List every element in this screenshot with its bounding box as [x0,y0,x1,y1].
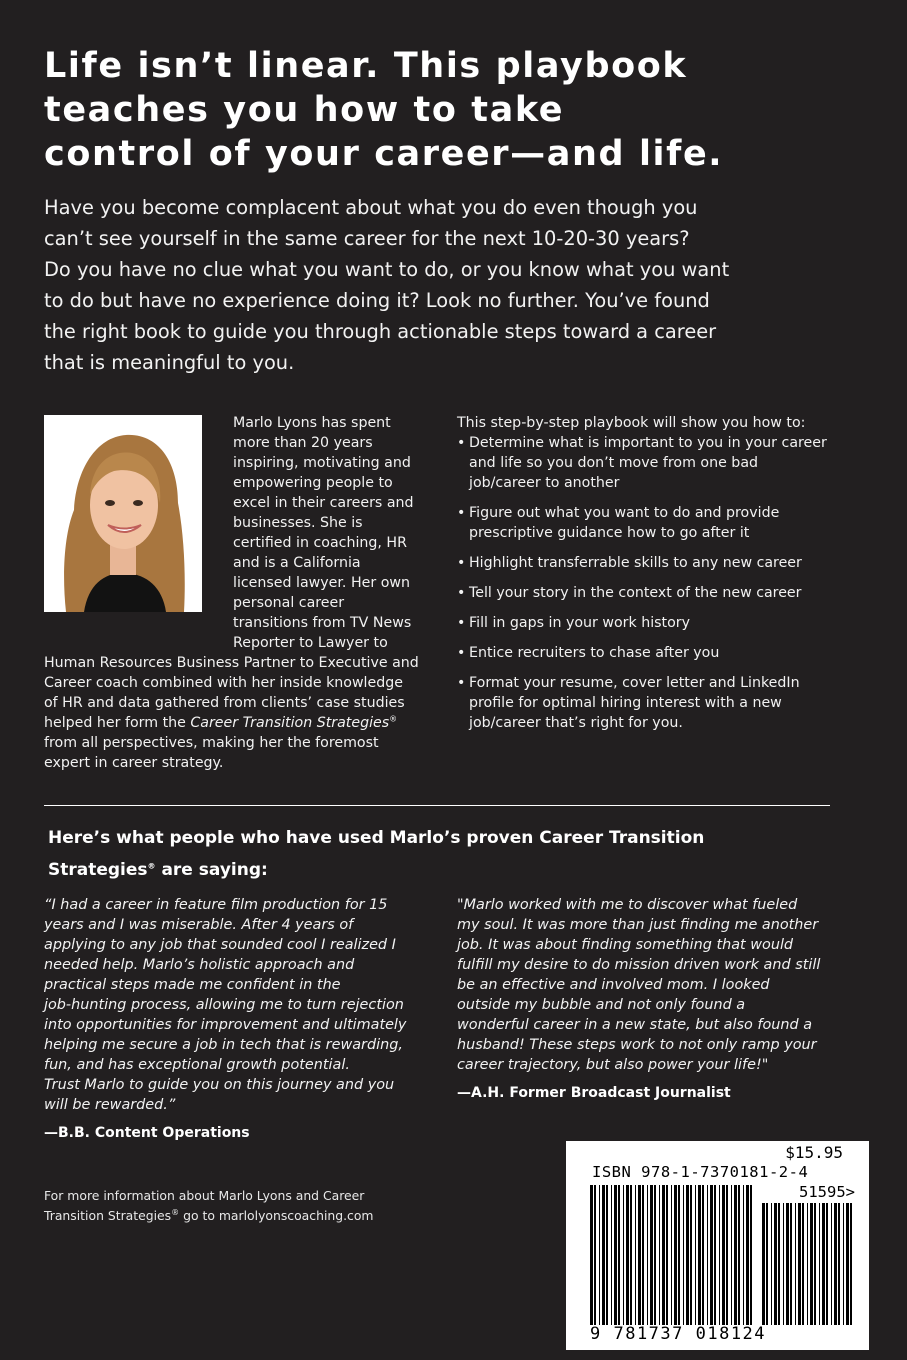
barcode-bar [722,1185,725,1325]
barcode-bar [707,1185,708,1325]
bio-text-end: from all perspectives, making her the foremost expert in career strategy. [44,735,379,771]
intro-line-1: Have you become complacent about what you do even though you [44,196,698,219]
barcode-bar [659,1185,660,1325]
barcode-bar [626,1185,629,1325]
bullet-icon: • [457,585,466,601]
quote-line: husband! These steps work to not only ramp your [457,1037,817,1053]
barcode-bar [734,1185,737,1325]
barcode-bar [638,1185,641,1325]
quote-line: job. It was about finding something that would [457,937,794,953]
intro-line-5: the right book to guide you through actionable steps toward a career [44,320,717,343]
barcode-bar [698,1185,701,1325]
bio-registered-mark: ® [389,714,398,724]
quote-line: my soul. It was more than just finding me another [457,917,819,933]
barcode-bar [642,1185,644,1325]
barcode-bar [778,1203,780,1325]
headline-line-1: Life isn’t linear. This playbook [44,46,688,86]
barcode-bar [807,1203,808,1325]
intro-line-6: that is meaningful to you. [44,351,295,374]
barcode-bar [690,1185,692,1325]
barcode-bar [766,1203,768,1325]
heading-registered-mark: ® [147,861,156,871]
barcode-price: $15.95 [785,1143,843,1162]
quote-line: job-hunting process, allowing me to turn rejection [44,997,404,1013]
intro-paragraph [44,192,874,378]
more-info-website: go to marlolyonscoaching.com [179,1208,374,1223]
barcode-bar [702,1185,704,1325]
bio-program-name: Career Transition Strategies [190,715,390,731]
barcode-bar [743,1185,744,1325]
barcode-bar [750,1185,752,1325]
barcode-bar [746,1185,749,1325]
list-item [457,613,857,633]
barcode-bar [662,1185,665,1325]
barcode-bar [614,1185,617,1325]
bullet-icon: • [457,435,466,451]
more-info-registered-mark: ® [171,1207,180,1217]
heading-program-name: Strategies [48,860,148,880]
barcode-bar [647,1185,648,1325]
more-info-program: Transition Strategies [44,1208,172,1223]
barcode-bar [762,1203,765,1325]
barcode-bar [654,1185,656,1325]
barcode-bar [719,1185,720,1325]
barcode-bar [790,1203,792,1325]
bullet-icon: • [457,555,466,571]
intro-line-3: Do you have no clue what you want to do, or you know what you want [44,258,730,281]
section-divider [44,805,830,806]
list-item-text: Fill in gaps in your work history [469,615,691,631]
barcode-bar [683,1185,684,1325]
barcode-bar [795,1203,796,1325]
quote-line: Trust Marlo to guide you on this journey and you [44,1077,395,1093]
quote-line: years and I was miserable. After 4 years of [44,917,354,933]
headline-line-2: teaches you how to take [44,90,565,130]
barcode-bar [611,1185,612,1325]
barcode-bar [650,1185,653,1325]
testimonials-heading-line-1: Here’s what people who have used Marlo’s proven Career Transition [48,828,705,848]
barcode-bar [826,1203,828,1325]
barcode-bar [594,1185,596,1325]
barcode-bar [810,1203,813,1325]
barcode-bar [623,1185,624,1325]
quote-line: needed help. Marlo’s holistic approach and [44,957,355,973]
barcode-ean-digits: 9 781737 018124 [590,1324,767,1344]
barcode-bar [630,1185,632,1325]
list-item [457,433,857,493]
barcode-bar [710,1185,713,1325]
barcode-bar [602,1185,605,1325]
barcode-bar [846,1203,849,1325]
quote-line: “I had a career in feature film production for 15 [44,897,388,913]
quote-line: into opportunities for improvement and ultimately [44,1017,407,1033]
list-item-text: Determine what is important to you in your career and life so you don’t move from one bad job/career to another [469,435,827,491]
barcode-bar [798,1203,801,1325]
testimonial-quote-2 [457,895,857,1075]
steps-list-section [457,413,857,733]
testimonial-quote-1 [44,895,424,1115]
testimonial-2-attribution: —A.H. Former Broadcast Journalist [457,1085,731,1101]
barcode-bar [674,1185,677,1325]
quote-line: outside my bubble and not only found a [457,997,746,1013]
heading-end: are saying: [155,860,268,880]
quote-line: fun, and has exceptional growth potential. [44,1057,350,1073]
author-bio [44,413,420,773]
intro-line-4: to do but have no experience doing it? Look no further. You’ve found [44,289,710,312]
barcode-bar [814,1203,816,1325]
steps-lead: This step-by-step playbook will show you how to: [457,415,806,431]
quote-line: fulfill my desire to do mission driven work and still [457,957,821,973]
quote-line: applying to any job that sounded cool I realized I [44,937,396,953]
more-info [44,1186,424,1226]
barcode-bar [771,1203,772,1325]
barcode-addon: 51595> [799,1183,855,1201]
barcode-bar [850,1203,852,1325]
list-item-text: Tell your story in the context of the new career [469,585,802,601]
barcode-bar [714,1185,716,1325]
barcode-bar [831,1203,832,1325]
testimonials-heading [48,822,828,886]
testimonials-heading-line-2 [48,854,828,886]
more-info-line-2 [44,1206,424,1226]
barcode-bar [843,1203,844,1325]
barcode-isbn: ISBN 978-1-7370181-2-4 [592,1163,809,1181]
quote-line: practical steps made me confident in the [44,977,341,993]
bio-text: Marlo Lyons has spent more than 20 years inspiring, motivating and empowering people to excel in their careers and businesses. She is certified in coaching, HR and is a California licensed lawyer. Her own personal career transitions from TV News Reporter to Lawyer to Human Resources Business Partner to Executive and Career coach combined with her inside knowledge of HR and data gathered from clients’ case studies helped her form the [44,415,419,731]
list-item [457,553,857,573]
barcode-bar [783,1203,784,1325]
barcode-bar [695,1185,696,1325]
barcode-bar [599,1185,600,1325]
list-item [457,673,857,733]
barcode-bar [671,1185,672,1325]
list-item [457,503,857,543]
barcode-bar [834,1203,837,1325]
barcode-bar [666,1185,668,1325]
barcode-bar [786,1203,789,1325]
photo-spacer [44,413,233,653]
intro-line-2: can’t see yourself in the same career for the next 10-20-30 years? [44,227,690,250]
barcode-bar [606,1185,608,1325]
quote-line: be an effective and involved mom. I looked [457,977,770,993]
quote-line: career trajectory, but also power your life!" [457,1057,769,1073]
list-item [457,583,857,603]
barcode-bar [819,1203,820,1325]
barcode-bar [731,1185,732,1325]
steps-list [457,433,857,733]
barcode-block [566,1141,869,1350]
barcode-bar [678,1185,680,1325]
testimonial-1-attribution: —B.B. Content Operations [44,1125,250,1141]
barcode-bar [838,1203,840,1325]
bullet-icon: • [457,675,466,691]
barcode-bar [802,1203,804,1325]
barcode-bar [774,1203,777,1325]
bullet-icon: • [457,615,466,631]
list-item-text: Figure out what you want to do and provide prescriptive guidance how to go after it [469,505,780,541]
list-item-text: Format your resume, cover letter and LinkedIn profile for optimal hiring interest with a new job/career that’s right for you. [469,675,800,731]
quote-line: wonderful career in a new state, but also found a [457,1017,813,1033]
more-info-line-1: For more information about Marlo Lyons and Career [44,1188,365,1203]
bullet-icon: • [457,505,466,521]
quote-line: will be rewarded.” [44,1097,176,1113]
barcode-bar [635,1185,636,1325]
barcode-bar [686,1185,689,1325]
list-item-text: Entice recruiters to chase after you [469,645,720,661]
list-item-text: Highlight transferrable skills to any new career [469,555,802,571]
barcode-bar [822,1203,825,1325]
list-item [457,643,857,663]
barcode-bar [738,1185,740,1325]
headline-line-3: control of your career—and life. [44,134,724,174]
bullet-icon: • [457,645,466,661]
quote-line: "Marlo worked with me to discover what fueled [457,897,798,913]
barcode-bar [618,1185,620,1325]
barcode-bar [726,1185,728,1325]
quote-line: helping me secure a job in tech that is rewarding, [44,1037,403,1053]
barcode-bar [590,1185,593,1325]
headline [44,44,874,176]
